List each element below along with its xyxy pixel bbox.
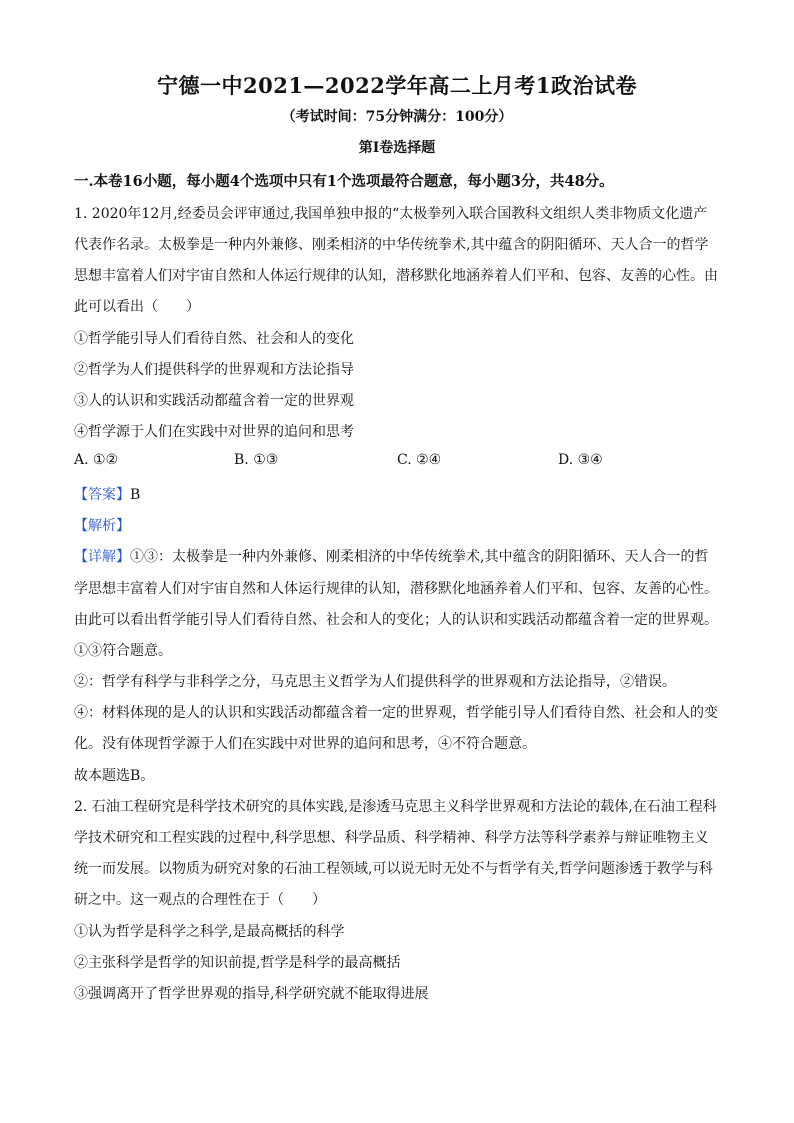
answer-value: B (130, 487, 141, 503)
q1-option: ②哲学为人们提供科学的世界观和方法论指导 (74, 362, 354, 378)
q2-stem-line: 统一而发展。以物质为研究对象的石油工程领域,可以说无时无处不与哲学有关,哲学问题渗透于教学与科 (74, 861, 713, 877)
q1-detail-line: 由此可以看出哲学能引导人们看待自然、社会和人的变化；人的认识和实践活动都蕴含着一定的世界观。 (74, 612, 718, 628)
q2-stem-line: 2. 石油工程研究是科学技术研究的具体实践,是渗透马克思主义科学世界观和方法论的载体,在石油工程科 (74, 799, 717, 815)
page-title: 宁德一中2021—2022学年高二上月考1政治试卷 (156, 73, 637, 98)
q1-answer (74, 484, 734, 504)
q2-option: ③强调离开了哲学世界观的指导,科学研究就不能取得进展 (74, 986, 429, 1002)
q2-stem-line: 研之中。这一观点的合理性在于（ ） (74, 892, 326, 908)
q1-analysis (74, 515, 734, 535)
q1-stem-line: 此可以看出（ ） (74, 299, 200, 315)
section-instruction: 一.本卷16小题，每小题4个选项中只有1个选项最符合题意，每小题3分，共48分。 (74, 173, 614, 190)
q1-option: ④哲学源于人们在实践中对世界的追问和思考 (74, 424, 354, 440)
analysis-tag: 【解析】 (74, 518, 130, 534)
q1-stem-line: 1. 2020年12月,经委员会评审通过,我国单独申报的“太极拳列入联合国教科文组织人类非物质文化遗产 (74, 206, 708, 222)
detail-tag: 【详解】 (74, 549, 130, 565)
detail-text: ①③：太极拳是一种内外兼修、刚柔相济的中华传统拳术,其中蕴含的阴阳循环、天人合一的哲 (130, 549, 709, 565)
choice-c: C. ②④ (397, 452, 442, 468)
choice-d: D. ③④ (558, 452, 603, 468)
q1-detail-line: 学思想丰富着人们对宇宙自然和人体运行规律的认知，潜移默化地涵养着人们平和、包容、友善的心性。 (74, 581, 718, 597)
exam-time-note: （考试时间：75分钟满分：100分） (281, 109, 513, 125)
q1-detail-line: ②：哲学有科学与非科学之分，马克思主义哲学为人们提供科学的世界观和方法论指导，②错误。 (74, 674, 676, 690)
q2-option: ①认为哲学是科学之科学,是最高概括的科学 (74, 924, 345, 940)
q1-detail-line: ①③符合题意。 (74, 643, 172, 659)
q1-detail-line (74, 546, 734, 566)
q2-option: ②主张科学是哲学的知识前提,哲学是科学的最高概括 (74, 955, 401, 971)
q1-detail-line: 故本题选B。 (74, 768, 155, 784)
q1-detail-line: ④：材料体现的是人的认识和实践活动都蕴含着一定的世界观，哲学能引导人们看待自然、社会和人的变 (74, 705, 718, 721)
answer-tag: 【答案】 (74, 487, 130, 503)
q1-option: ③人的认识和实践活动都蕴含着一定的世界观 (74, 393, 354, 409)
q1-stem-line: 代表作名录。太极拳是一种内外兼修、刚柔相济的中华传统拳术,其中蕴含的阴阳循环、天人合一的哲学 (74, 237, 709, 253)
section-heading: 第Ⅰ卷选择题 (358, 140, 436, 156)
q1-stem-line: 思想丰富着人们对宇宙自然和人体运行规律的认知，潜移默化地涵养着人们平和、包容、友善的心性。由 (74, 268, 718, 284)
q2-stem-line: 学技术研究和工程实践的过程中,科学思想、科学品质、科学精神、科学方法等科学素养与辩证唯物主义 (74, 830, 709, 846)
q1-detail-line: 化。没有体现哲学源于人们在实践中对世界的追问和思考，④不符合题意。 (74, 736, 536, 752)
choice-a: A. ①② (74, 452, 119, 468)
q1-option: ①哲学能引导人们看待自然、社会和人的变化 (74, 331, 354, 347)
q1-choices (74, 452, 734, 472)
choice-b: B. ①③ (234, 452, 279, 468)
